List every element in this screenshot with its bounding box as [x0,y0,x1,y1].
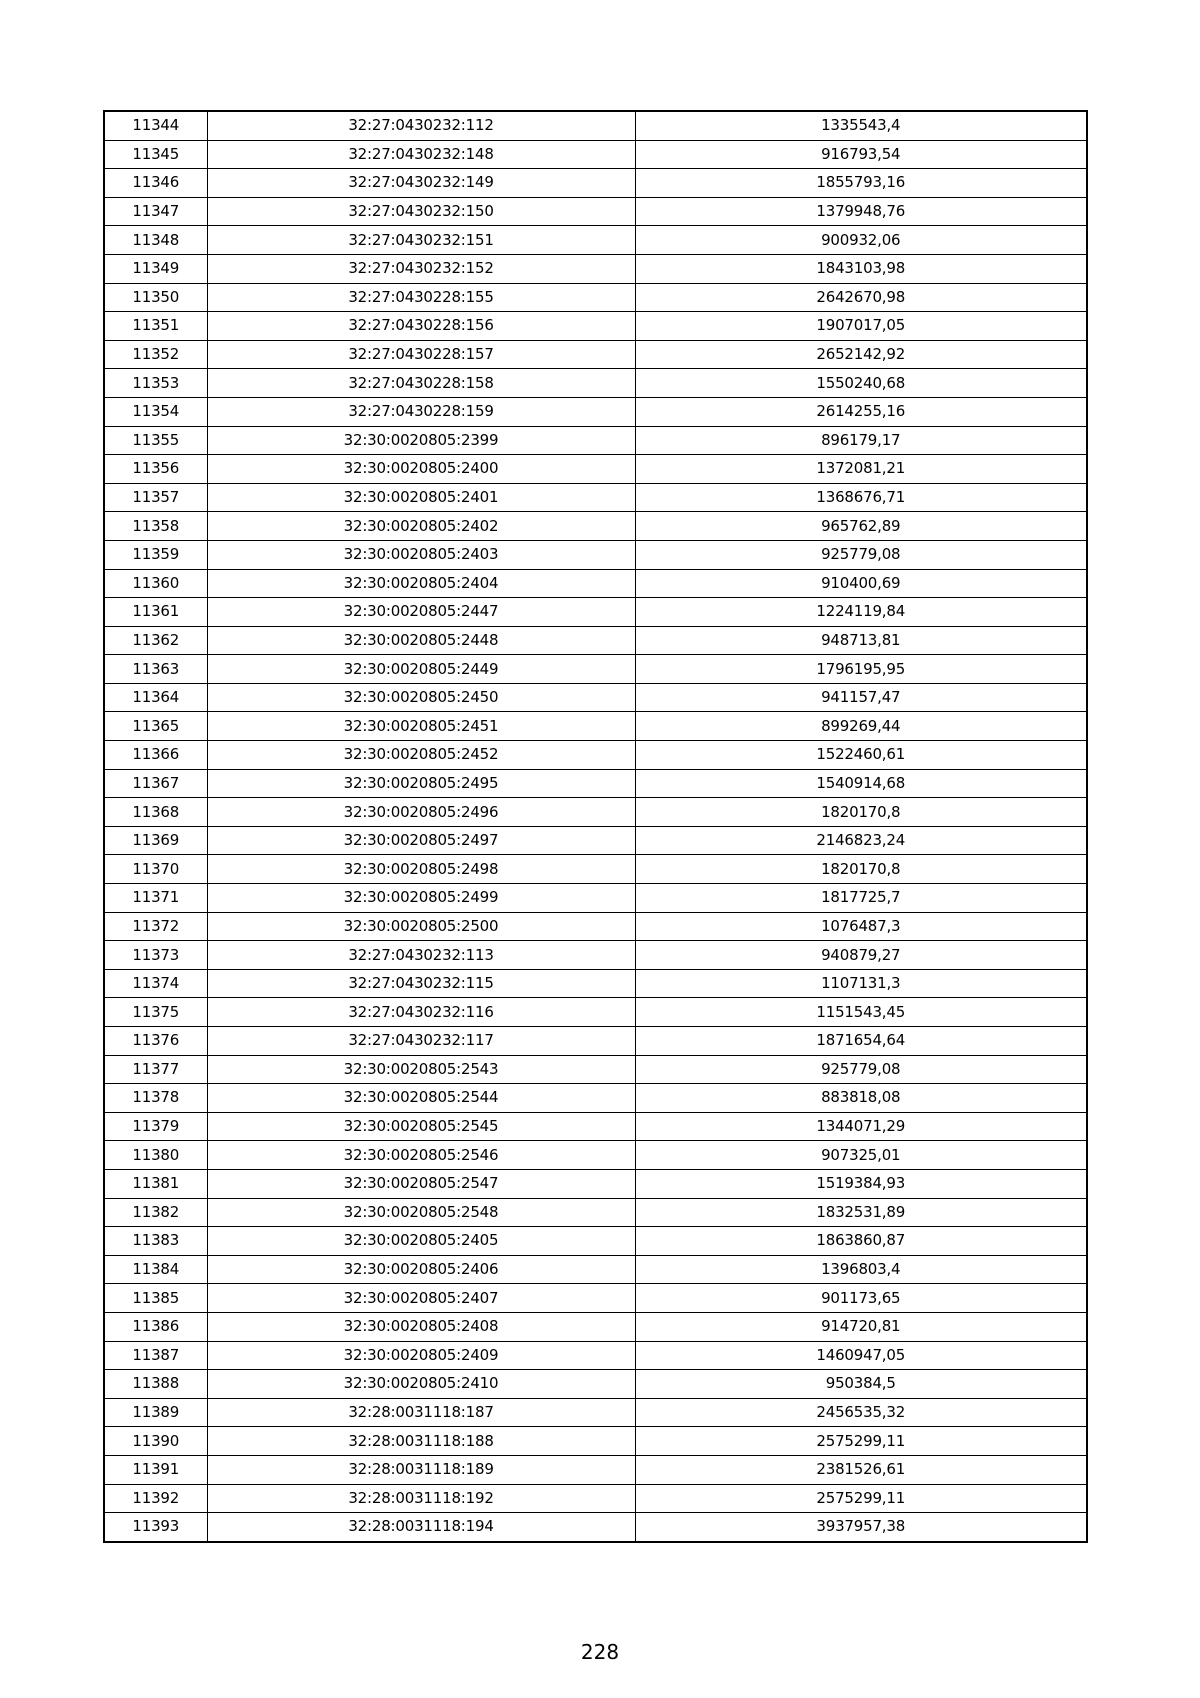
table-row [104,512,1087,541]
row-number-cell: 11393 [104,1513,207,1542]
table-row [104,884,1087,913]
value-cell: 948713,81 [635,626,1087,655]
value-cell: 1224119,84 [635,598,1087,627]
row-number-cell: 11376 [104,1027,207,1056]
value-cell: 2146823,24 [635,826,1087,855]
cadastral-number-cell: 32:30:0020805:2400 [207,455,635,484]
cadastral-number-cell: 32:30:0020805:2544 [207,1084,635,1113]
row-number-cell: 11359 [104,540,207,569]
cadastral-number-cell: 32:27:0430232:115 [207,969,635,998]
table-row [104,1141,1087,1170]
table-row [104,369,1087,398]
table-row [104,941,1087,970]
value-cell: 2575299,11 [635,1427,1087,1456]
value-cell: 1344071,29 [635,1112,1087,1141]
row-number-cell: 11384 [104,1255,207,1284]
value-cell: 914720,81 [635,1312,1087,1341]
cadastral-number-cell: 32:27:0430232:152 [207,254,635,283]
value-cell: 1107131,3 [635,969,1087,998]
cadastral-number-cell: 32:30:0020805:2452 [207,741,635,770]
value-cell: 941157,47 [635,683,1087,712]
cadastral-number-cell: 32:30:0020805:2399 [207,426,635,455]
table-row [104,741,1087,770]
value-cell: 896179,17 [635,426,1087,455]
row-number-cell: 11374 [104,969,207,998]
row-number-cell: 11360 [104,569,207,598]
table-row [104,254,1087,283]
table-row [104,540,1087,569]
value-cell: 907325,01 [635,1141,1087,1170]
table-row [104,1084,1087,1113]
table-row [104,1055,1087,1084]
value-cell: 1540914,68 [635,769,1087,798]
table-body [104,111,1087,1542]
value-cell: 1335543,4 [635,111,1087,140]
table-row [104,1455,1087,1484]
row-number-cell: 11352 [104,340,207,369]
row-number-cell: 11348 [104,226,207,255]
value-cell: 1396803,4 [635,1255,1087,1284]
value-cell: 2652142,92 [635,340,1087,369]
table-row [104,1427,1087,1456]
cadastral-number-cell: 32:30:0020805:2451 [207,712,635,741]
row-number-cell: 11372 [104,912,207,941]
row-number-cell: 11381 [104,1169,207,1198]
value-cell: 1855793,16 [635,169,1087,198]
cadastral-number-cell: 32:28:0031118:192 [207,1484,635,1513]
row-number-cell: 11355 [104,426,207,455]
value-cell: 2456535,32 [635,1398,1087,1427]
cadastral-number-cell: 32:27:0430228:156 [207,312,635,341]
value-cell: 883818,08 [635,1084,1087,1113]
cadastral-number-cell: 32:27:0430232:150 [207,197,635,226]
table-row [104,1513,1087,1542]
table-row [104,598,1087,627]
row-number-cell: 11362 [104,626,207,655]
value-cell: 1151543,45 [635,998,1087,1027]
row-number-cell: 11350 [104,283,207,312]
value-cell: 950384,5 [635,1370,1087,1399]
value-cell: 940879,27 [635,941,1087,970]
table-row [104,426,1087,455]
row-number-cell: 11344 [104,111,207,140]
cadastral-number-cell: 32:27:0430228:158 [207,369,635,398]
table-row [104,1112,1087,1141]
cadastral-number-cell: 32:28:0031118:187 [207,1398,635,1427]
cadastral-number-cell: 32:28:0031118:188 [207,1427,635,1456]
table-row [104,1370,1087,1399]
table-row [104,283,1087,312]
value-cell: 925779,08 [635,540,1087,569]
cadastral-number-cell: 32:30:0020805:2543 [207,1055,635,1084]
value-cell: 899269,44 [635,712,1087,741]
value-cell: 3937957,38 [635,1513,1087,1542]
table-row [104,712,1087,741]
value-cell: 1519384,93 [635,1169,1087,1198]
cadastral-number-cell: 32:30:0020805:2406 [207,1255,635,1284]
cadastral-number-cell: 32:27:0430228:159 [207,397,635,426]
row-number-cell: 11368 [104,798,207,827]
value-cell: 1817725,7 [635,884,1087,913]
table-row [104,998,1087,1027]
cadastral-number-cell: 32:27:0430232:116 [207,998,635,1027]
cadastral-number-cell: 32:30:0020805:2497 [207,826,635,855]
row-number-cell: 11364 [104,683,207,712]
table-row [104,226,1087,255]
table-row [104,1227,1087,1256]
row-number-cell: 11367 [104,769,207,798]
table-row [104,340,1087,369]
row-number-cell: 11383 [104,1227,207,1256]
value-cell: 1372081,21 [635,455,1087,484]
row-number-cell: 11375 [104,998,207,1027]
row-number-cell: 11371 [104,884,207,913]
cadastral-number-cell: 32:27:0430228:157 [207,340,635,369]
table-row [104,111,1087,140]
table-row [104,1312,1087,1341]
value-cell: 1863860,87 [635,1227,1087,1256]
table-row [104,855,1087,884]
row-number-cell: 11365 [104,712,207,741]
value-cell: 1460947,05 [635,1341,1087,1370]
cadastral-number-cell: 32:30:0020805:2450 [207,683,635,712]
value-cell: 2575299,11 [635,1484,1087,1513]
row-number-cell: 11361 [104,598,207,627]
table-row [104,826,1087,855]
value-cell: 1379948,76 [635,197,1087,226]
value-cell: 1843103,98 [635,254,1087,283]
row-number-cell: 11351 [104,312,207,341]
row-number-cell: 11377 [104,1055,207,1084]
table-row [104,683,1087,712]
cadastral-number-cell: 32:30:0020805:2448 [207,626,635,655]
table-row [104,569,1087,598]
cadastral-number-cell: 32:27:0430232:113 [207,941,635,970]
page-number: 228 [580,1640,620,1664]
row-number-cell: 11349 [104,254,207,283]
cadastral-number-cell: 32:27:0430228:155 [207,283,635,312]
value-cell: 2381526,61 [635,1455,1087,1484]
table-row [104,655,1087,684]
value-cell: 1796195,95 [635,655,1087,684]
table-row [104,1027,1087,1056]
cadastral-number-cell: 32:30:0020805:2499 [207,884,635,913]
row-number-cell: 11369 [104,826,207,855]
row-number-cell: 11366 [104,741,207,770]
value-cell: 910400,69 [635,569,1087,598]
value-cell: 1368676,71 [635,483,1087,512]
table-row [104,912,1087,941]
cadastral-number-cell: 32:30:0020805:2500 [207,912,635,941]
cadastral-number-cell: 32:30:0020805:2403 [207,540,635,569]
cadastral-number-cell: 32:30:0020805:2449 [207,655,635,684]
row-number-cell: 11373 [104,941,207,970]
table-row [104,1255,1087,1284]
cadastral-number-cell: 32:30:0020805:2410 [207,1370,635,1399]
table-row [104,769,1087,798]
row-number-cell: 11392 [104,1484,207,1513]
value-cell: 901173,65 [635,1284,1087,1313]
row-number-cell: 11347 [104,197,207,226]
table-row [104,1341,1087,1370]
cadastral-number-cell: 32:27:0430232:112 [207,111,635,140]
cadastral-number-cell: 32:30:0020805:2447 [207,598,635,627]
table-row [104,626,1087,655]
row-number-cell: 11386 [104,1312,207,1341]
cadastral-number-cell: 32:30:0020805:2495 [207,769,635,798]
table-row [104,455,1087,484]
cadastral-number-cell: 32:30:0020805:2404 [207,569,635,598]
value-cell: 925779,08 [635,1055,1087,1084]
table-row [104,312,1087,341]
table-row [104,1398,1087,1427]
value-cell: 1550240,68 [635,369,1087,398]
cadastral-number-cell: 32:27:0430232:148 [207,140,635,169]
value-cell: 1820170,8 [635,855,1087,884]
value-cell: 2614255,16 [635,397,1087,426]
cadastral-number-cell: 32:27:0430232:149 [207,169,635,198]
cadastral-number-cell: 32:30:0020805:2402 [207,512,635,541]
row-number-cell: 11389 [104,1398,207,1427]
table-row [104,483,1087,512]
cadastral-number-cell: 32:30:0020805:2547 [207,1169,635,1198]
row-number-cell: 11346 [104,169,207,198]
row-number-cell: 11385 [104,1284,207,1313]
cadastral-number-cell: 32:30:0020805:2498 [207,855,635,884]
table-row [104,169,1087,198]
value-cell: 1871654,64 [635,1027,1087,1056]
table-row [104,140,1087,169]
row-number-cell: 11353 [104,369,207,398]
row-number-cell: 11357 [104,483,207,512]
row-number-cell: 11345 [104,140,207,169]
cadastral-number-cell: 32:30:0020805:2545 [207,1112,635,1141]
table-row [104,798,1087,827]
cadastral-number-cell: 32:30:0020805:2548 [207,1198,635,1227]
cadastral-number-cell: 32:30:0020805:2408 [207,1312,635,1341]
cadastral-number-cell: 32:28:0031118:194 [207,1513,635,1542]
table-row [104,1484,1087,1513]
table-row [104,969,1087,998]
data-table [103,110,1088,1543]
row-number-cell: 11391 [104,1455,207,1484]
row-number-cell: 11358 [104,512,207,541]
row-number-cell: 11354 [104,397,207,426]
table-row [104,397,1087,426]
row-number-cell: 11390 [104,1427,207,1456]
cadastral-number-cell: 32:27:0430232:117 [207,1027,635,1056]
row-number-cell: 11380 [104,1141,207,1170]
cadastral-number-cell: 32:30:0020805:2405 [207,1227,635,1256]
row-number-cell: 11356 [104,455,207,484]
table-row [104,1198,1087,1227]
cadastral-number-cell: 32:27:0430232:151 [207,226,635,255]
row-number-cell: 11388 [104,1370,207,1399]
row-number-cell: 11382 [104,1198,207,1227]
row-number-cell: 11378 [104,1084,207,1113]
row-number-cell: 11379 [104,1112,207,1141]
value-cell: 1832531,89 [635,1198,1087,1227]
value-cell: 2642670,98 [635,283,1087,312]
row-number-cell: 11387 [104,1341,207,1370]
value-cell: 1907017,05 [635,312,1087,341]
cadastral-number-cell: 32:30:0020805:2496 [207,798,635,827]
value-cell: 1076487,3 [635,912,1087,941]
cadastral-number-cell: 32:30:0020805:2409 [207,1341,635,1370]
value-cell: 916793,54 [635,140,1087,169]
table-row [104,197,1087,226]
value-cell: 965762,89 [635,512,1087,541]
cadastral-number-cell: 32:28:0031118:189 [207,1455,635,1484]
value-cell: 1820170,8 [635,798,1087,827]
cadastral-number-cell: 32:30:0020805:2401 [207,483,635,512]
cadastral-number-cell: 32:30:0020805:2407 [207,1284,635,1313]
table-row [104,1284,1087,1313]
row-number-cell: 11370 [104,855,207,884]
value-cell: 900932,06 [635,226,1087,255]
cadastral-number-cell: 32:30:0020805:2546 [207,1141,635,1170]
row-number-cell: 11363 [104,655,207,684]
table-row [104,1169,1087,1198]
value-cell: 1522460,61 [635,741,1087,770]
